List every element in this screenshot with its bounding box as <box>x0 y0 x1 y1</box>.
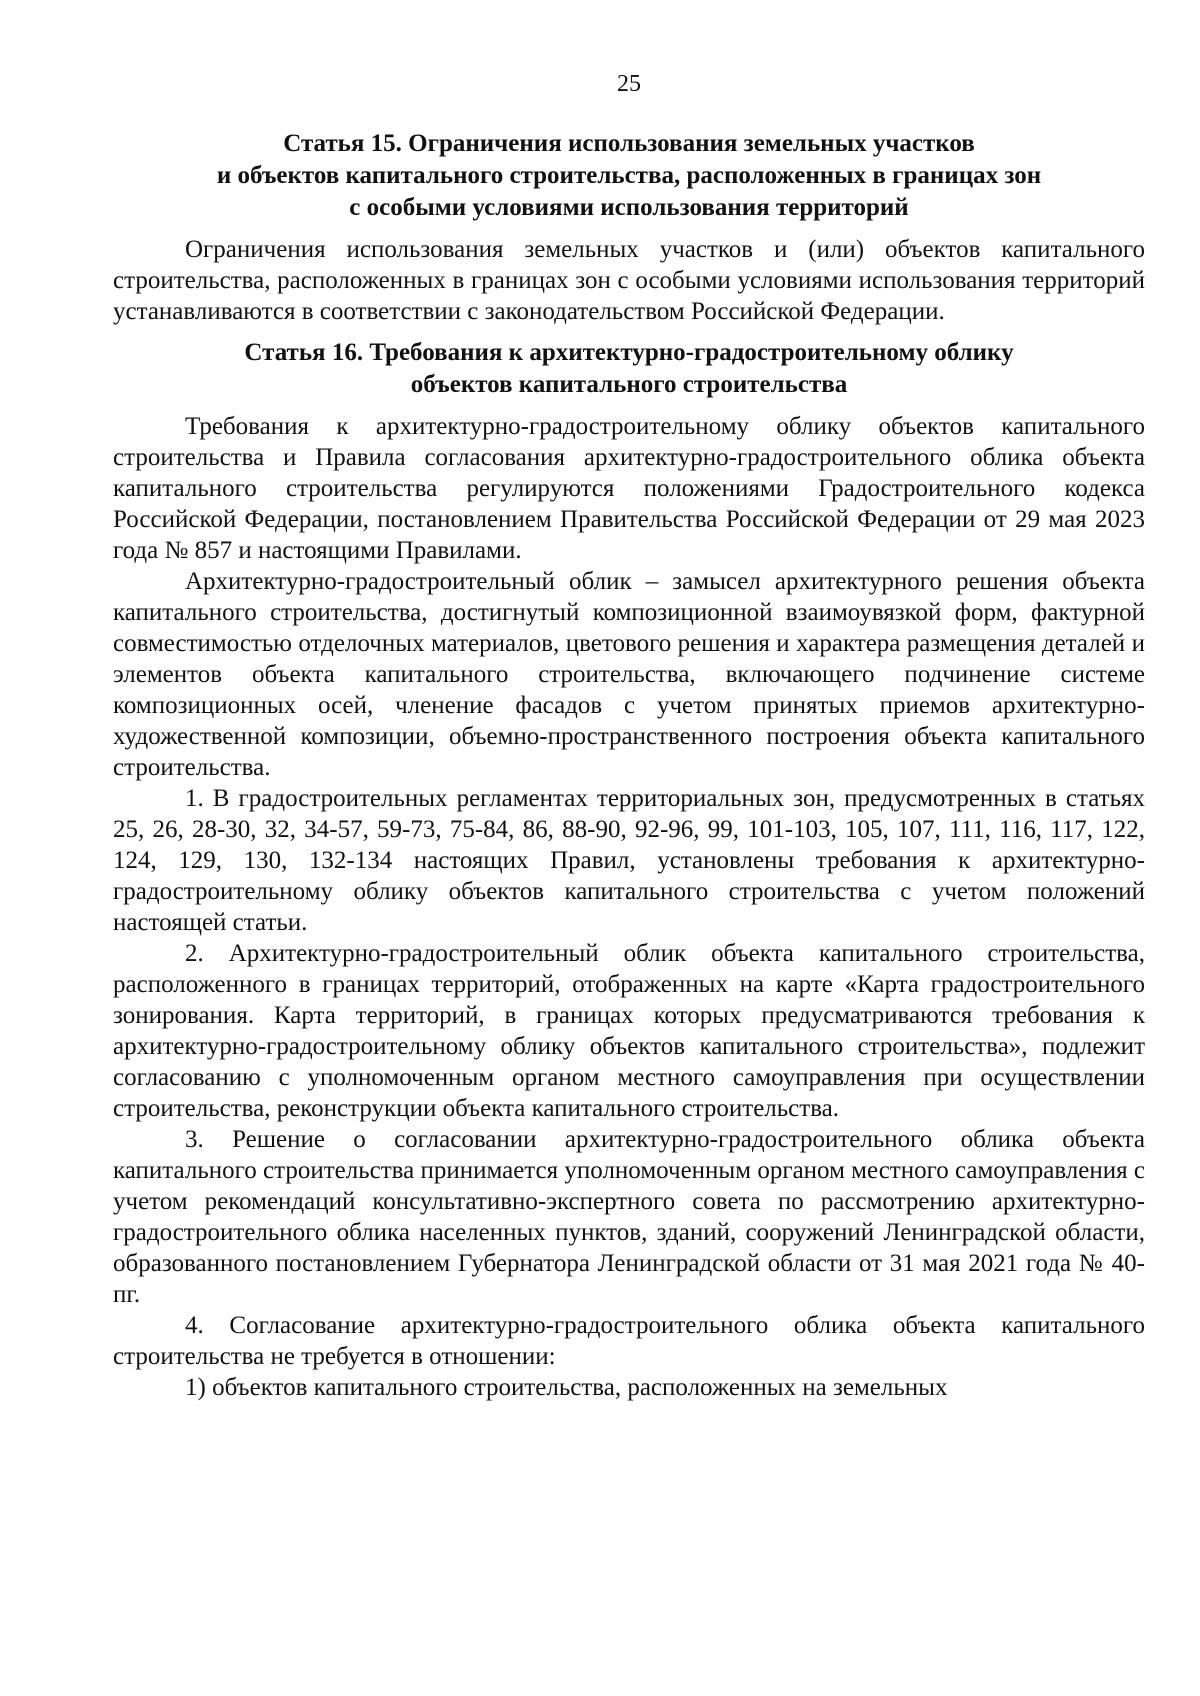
article-15-heading-line: и объектов капитального строительства, расположенных в границах зон <box>216 162 1042 189</box>
article-15-heading-line: Статья 15. Ограничения использования земельных участков <box>283 130 975 157</box>
article-16-heading-line: Статья 16. Требования к архитектурно-градостроительному облику <box>244 339 1014 366</box>
article-15-heading <box>113 128 1145 224</box>
article-16-paragraph: Требования к архитектурно-градостроительному облику объектов капитального строительства и Правила согласования архитектурно-градостроительного облика объекта капитального строительства регулируются положениями Градостроительного кодекса Российской Федерации, постановлением Правительства Российской Федерации от 29 мая 2023 года № 857 и настоящими Правилами. <box>113 413 1145 564</box>
article-16-item-4: 4. Согласование архитектурно-градостроительного облика объекта капитального строительства не требуется в отношении: <box>113 1312 1145 1370</box>
article-16-item-2: 2. Архитектурно-градостроительный облик объекта капитального строительства, расположенного в границах территорий, отображенных на карте «Карта градостроительного зонирования. Карта территорий, в границах которых предусматриваются требования к архитектурно-градостроительному облику объектов капитального строительства», подлежит согласованию с уполномоченным органом местного самоуправления при осуществлении строительства, реконструкции объекта капитального строительства. <box>113 940 1145 1122</box>
page-number: 25 <box>617 71 641 97</box>
article-16-item-3: 3. Решение о согласовании архитектурно-градостроительного облика объекта капитального строительства принимается уполномоченным органом местного самоуправления с учетом рекомендаций консультативно-экспертного совета по рассмотрению архитектурно-градостроительного облика населенных пунктов, зданий, сооружений Ленинградской области, образованного постановлением Губернатора Ленинградской области от 31 мая 2021 года № 40-пг. <box>113 1126 1145 1308</box>
article-15-paragraph: Ограничения использования земельных участков и (или) объектов капитального строительства, расположенных в границах зон с особыми условиями использования территорий устанавливаются в соответствии с законодательством Российской Федерации. <box>113 236 1145 325</box>
article-16-subitem-1: 1) объектов капитального строительства, расположенных на земельных <box>185 1374 948 1401</box>
document-page <box>113 70 1145 1403</box>
article-16-heading-line: объектов капитального строительства <box>410 371 848 398</box>
article-16-item-1: 1. В градостроительных регламентах территориальных зон, предусмотренных в статьях 25, 26, 28-30, 32, 34-57, 59-73, 75-84, 86, 88-90, 92-96, 99, 101-103, 105, 107, 111, 116, 117, 122, 124, 129, 130, 132-134 настоящих Правил, установлены требования к архитектурно-градостроительному облику объектов капитального строительства с учетом положений настоящей статьи. <box>113 785 1145 936</box>
article-15-heading-line: с особыми условиями использования территорий <box>349 194 909 221</box>
article-16-heading <box>113 337 1145 401</box>
article-16-paragraph: Архитектурно-градостроительный облик – замысел архитектурного решения объекта капитального строительства, достигнутый композиционной взаимоувязкой форм, фактурной совместимостью отделочных материалов, цветового решения и характера размещения деталей и элементов объекта капитального строительства, включающего подчинение системе композиционных осей, членение фасадов с учетом принятых приемов архитектурно-художественной композиции, объемно-пространственного построения объекта капитального строительства. <box>113 568 1145 781</box>
